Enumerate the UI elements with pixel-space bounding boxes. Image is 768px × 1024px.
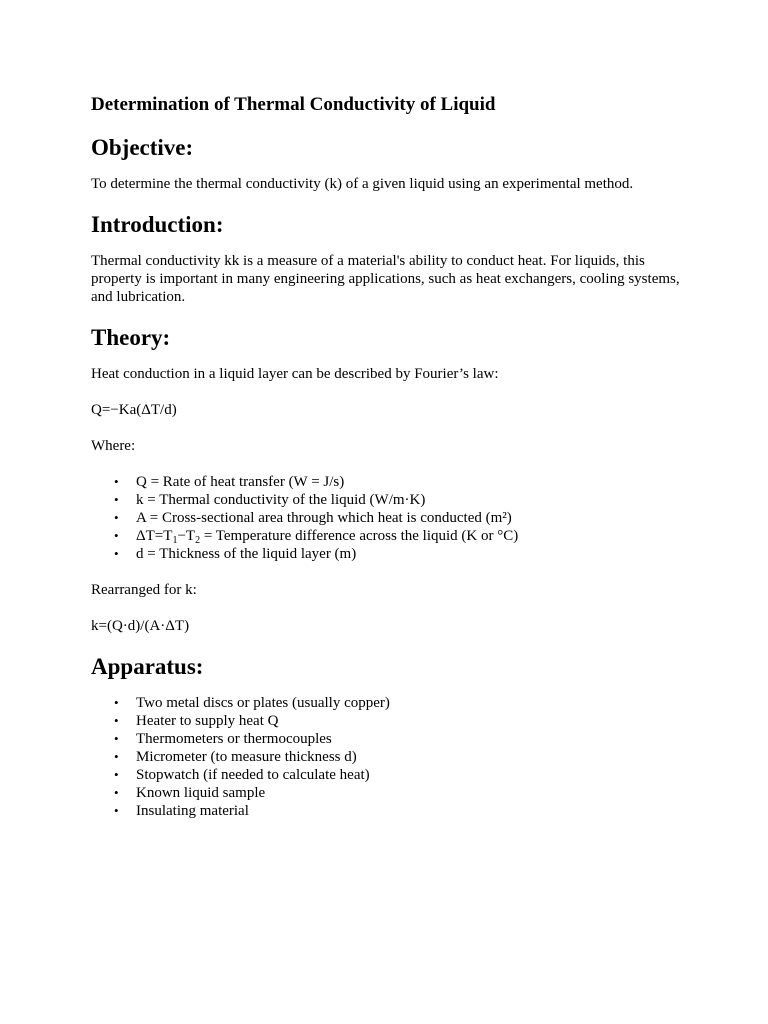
fourier-formula: Q=−Ka(ΔT/d) xyxy=(91,402,177,418)
list-item: • Stopwatch (if needed to calculate heat) xyxy=(136,766,691,784)
rearranged-label: Rearranged for k: xyxy=(91,582,197,598)
document-page xyxy=(91,93,691,838)
theory-intro: Heat conduction in a liquid layer can be described by Fourier’s law: xyxy=(91,366,499,382)
list-item: • d = Thickness of the liquid layer (m) xyxy=(136,545,691,563)
list-item: • Two metal discs or plates (usually copper) xyxy=(136,694,691,712)
delta-t-description: = Temperature difference across the liquid (K or °C) xyxy=(200,528,519,544)
list-item: • Insulating material xyxy=(136,802,691,820)
variable-list xyxy=(91,473,691,563)
subscript-2: 2 xyxy=(195,535,201,546)
list-item xyxy=(136,527,691,545)
list-item: • k = Thermal conductivity of the liquid (W/m·K) xyxy=(136,491,691,509)
minus-t: −T xyxy=(177,528,196,544)
objective-heading: Objective: xyxy=(91,135,194,160)
delta-t-prefix: ΔT=T xyxy=(136,528,173,544)
list-item: • Heater to supply heat Q xyxy=(136,712,691,730)
document-title: Determination of Thermal Conductivity of Liquid xyxy=(91,94,496,115)
theory-heading: Theory: xyxy=(91,325,171,350)
where-label: Where: xyxy=(91,438,136,454)
list-item: • A = Cross-sectional area through which heat is conducted (m²) xyxy=(136,509,691,527)
introduction-text: Thermal conductivity kk is a measure of a material's ability to conduct heat. For liquids, this property is important in many engineering applications, such as heat exchangers, cooling systems, and lubrication. xyxy=(91,253,680,305)
list-item: • Q = Rate of heat transfer (W = J/s) xyxy=(136,473,691,491)
apparatus-heading: Apparatus: xyxy=(91,654,204,679)
introduction-heading: Introduction: xyxy=(91,212,224,237)
subscript-1: 1 xyxy=(172,535,178,546)
list-item: • Thermometers or thermocouples xyxy=(136,730,691,748)
list-item: • Known liquid sample xyxy=(136,784,691,802)
objective-text: To determine the thermal conductivity (k) of a given liquid using an experimental method. xyxy=(91,176,634,192)
k-formula: k=(Q·d)/(A·ΔT) xyxy=(91,618,190,634)
apparatus-list xyxy=(91,694,691,820)
list-item: • Micrometer (to measure thickness d) xyxy=(136,748,691,766)
